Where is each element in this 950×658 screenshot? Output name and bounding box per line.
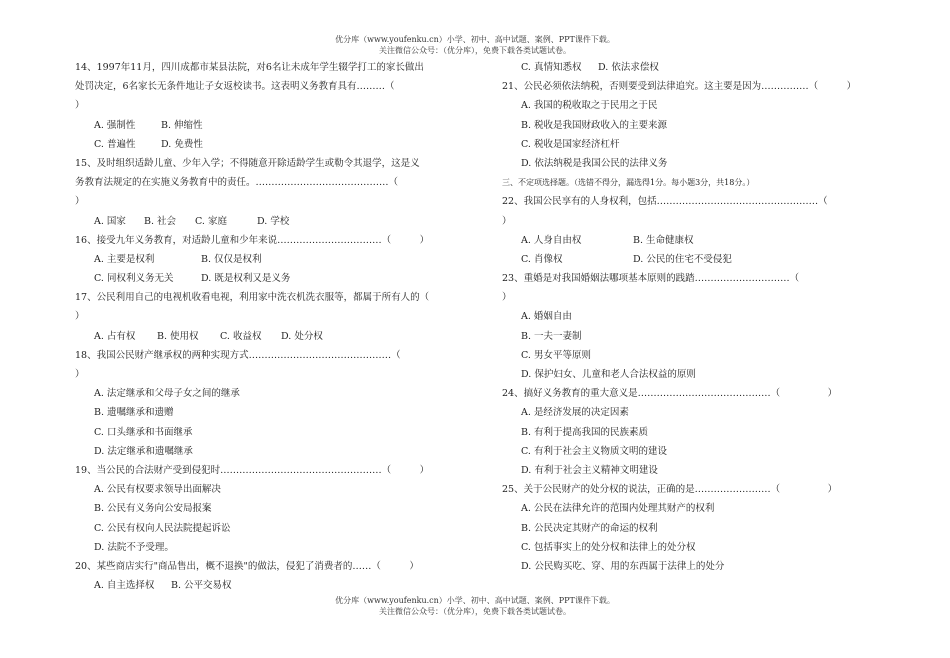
q23-option-b: B. 一夫一妻制 [521, 330, 582, 342]
footer-line-1: 优分库（www.youfenku.cn）小学、初中、高中试题、案例、PPT课件下载。 [335, 596, 615, 605]
q24-option-a: A. 是经济发展的决定因素 [521, 407, 629, 419]
q22-options-cd [502, 250, 880, 269]
q15-options [75, 212, 453, 231]
q23-line-1: 23、重婚是对我国婚姻法哪项基本原则的践踏…………………………（ [502, 273, 800, 285]
q15-option-d: D. 学校 [257, 215, 290, 227]
q22-option-c: C. 肖像权 [521, 253, 563, 265]
q24-option-b: B. 有利于提高我国的民族素质 [521, 426, 649, 438]
q18-option-b: B. 遗嘱继承和遗赠 [94, 407, 174, 419]
q15-option-a: A. 国家 [94, 215, 126, 227]
q14-line-2: 处罚决定，6名家长无条件地让子女返校读书。这表明义务教育具有………（ [75, 81, 395, 93]
q24-option-c: C. 有利于社会主义物质文明的建设 [521, 445, 667, 457]
q21-line-1: 21、公民必须依法纳税，否则要受到法律追究。这主要是因为……………（ ） [502, 81, 857, 93]
q18-option-c: C. 口头继承和书面继承 [94, 426, 193, 438]
q25-line-1: 25、关于公民财产的处分权的说法，正确的是……………………（ ） [502, 484, 838, 496]
q14-options-ab [75, 116, 453, 135]
q25-option-b: B. 公民决定其财产的命运的权利 [521, 522, 658, 534]
q17-option-c: C. 收益权 [220, 330, 262, 342]
q14-line-1: 14、1997年11月，四川成都市某县法院，对6名让未成年学生辍学打工的家长做出 [75, 62, 424, 73]
q17-options [75, 327, 453, 346]
page-footer [0, 595, 950, 617]
q25-option-a: A. 公民在法律允许的范围内处理其财产的权利 [521, 503, 715, 515]
q14-options-cd [75, 135, 453, 154]
q19-option-d: D. 法院不予受理。 [94, 541, 174, 553]
q23-line-2: ） [502, 292, 512, 304]
q23-option-a: A. 婚姻自由 [521, 311, 572, 323]
footer-line-2: 关注微信公众号：（优分库），免费下载各类试题试卷。 [379, 607, 571, 616]
q24-line-1: 24、搞好义务教育的重大意义是……………………………………（ ） [502, 388, 838, 400]
q15-line-1: 15、及时组织适龄儿童、少年入学；不得随意开除适龄学生或勒令其退学，这是义 [75, 157, 420, 169]
q22-option-b: B. 生命健康权 [633, 234, 694, 246]
q16-option-d: D. 既是权利又是义务 [201, 273, 291, 285]
q14-line-3: ） [75, 100, 85, 112]
q21-option-b: B. 税收是我国财政收入的主要来源 [521, 119, 668, 131]
q14-option-b: B. 伸缩性 [161, 119, 203, 131]
q15-line-3: ） [75, 196, 85, 208]
q22-line-2: ） [502, 215, 512, 227]
q22-line-1: 22、我国公民享有的人身权利，包括……………………………………………（ [502, 196, 828, 208]
q18-line-2: ） [75, 369, 85, 380]
q19-line-1: 19、当公民的合法财产受到侵犯时……………………………………………（ ） [75, 464, 430, 476]
q20-option-a: A. 自主选择权 [94, 580, 155, 592]
q18-line-1: 18、我国公民财产继承权的两种实现方式………………………………………（ [75, 349, 401, 361]
q19-option-b: B. 公民有义务向公安局报案 [94, 503, 212, 515]
q16-option-a: A. 主要是权利 [94, 253, 155, 265]
q14-option-c: C. 普遍性 [94, 138, 136, 150]
q17-option-d: D. 处分权 [281, 330, 323, 342]
q16-options-ab [75, 250, 453, 269]
q21-option-a: A. 我国的税收取之于民用之于民 [521, 100, 658, 112]
q17-line-1: 17、公民利用自己的电视机收看电视，利用家中洗衣机洗衣服等，都属于所有人的（ [75, 292, 430, 304]
page-header [0, 34, 950, 56]
q21-option-c: C. 税收是国家经济杠杆 [521, 138, 620, 150]
q20-option-d: D. 依法求偿权 [598, 62, 659, 73]
q25-option-d: D. 公民购买吃、穿、用的东西属于法律上的处分 [521, 560, 725, 572]
header-line-1: 优分库（www.youfenku.cn）小学、初中、高中试题、案例、PPT课件下载。 [335, 35, 615, 44]
q16-line-1: 16、接受九年义务教育，对适龄儿童和少年来说……………………………（ ） [75, 234, 430, 246]
q22-options-ab [502, 231, 880, 250]
q20-options-cd [502, 58, 880, 77]
q14-option-a: A. 强制性 [94, 119, 136, 131]
q17-option-b: B. 使用权 [157, 330, 199, 342]
header-line-2: 关注微信公众号：（优分库），免费下载各类试题试卷。 [379, 46, 571, 55]
q18-option-d: D. 法定继承和遗嘱继承 [94, 445, 193, 457]
left-column [75, 58, 453, 595]
q25-option-c: C. 包括事实上的处分权和法律上的处分权 [521, 541, 696, 553]
q22-option-d: D. 公民的住宅不受侵犯 [633, 253, 732, 265]
q19-option-a: A. 公民有权要求领导出面解决 [94, 484, 221, 496]
q17-option-a: A. 占有权 [94, 330, 136, 342]
q21-option-d: D. 依法纳税是我国公民的法律义务 [521, 157, 668, 169]
q15-option-c: C. 家庭 [195, 215, 227, 227]
q19-option-c: C. 公民有权向人民法院提起诉讼 [94, 522, 231, 534]
q17-line-2: ） [75, 311, 85, 323]
q20-option-b: B. 公平交易权 [171, 580, 232, 592]
q16-option-b: B. 仅仅是权利 [201, 253, 262, 265]
q23-option-d: D. 保护妇女、儿童和老人合法权益的原则 [521, 369, 696, 380]
q23-option-c: C. 男女平等原则 [521, 349, 591, 361]
q15-option-b: B. 社会 [144, 215, 177, 227]
q16-option-c: C. 同权利义务无关 [94, 273, 174, 285]
q20-options-ab [75, 576, 453, 595]
q20-option-c: C. 真情知悉权 [521, 62, 582, 73]
q24-option-d: D. 有利于社会主义精神文明建设 [521, 464, 658, 476]
q18-option-a: A. 法定继承和父母子女之间的继承 [94, 388, 240, 400]
q20-line-1: 20、某些商店实行"商品售出，概不退换"的做法，侵犯了消费者的……（ ） [75, 560, 419, 572]
right-column [502, 58, 880, 576]
q22-option-a: A. 人身自由权 [521, 234, 582, 246]
q15-line-2: 务教育法规定的在实施义务教育中的责任。……………………………………（ [75, 177, 399, 189]
section-3-heading: 三、不定项选择题。（选错不得分，漏选得1分。每小题3分，共18分。） [502, 178, 755, 188]
q14-option-d: D. 免费性 [161, 138, 203, 150]
q16-options-cd [75, 269, 453, 288]
